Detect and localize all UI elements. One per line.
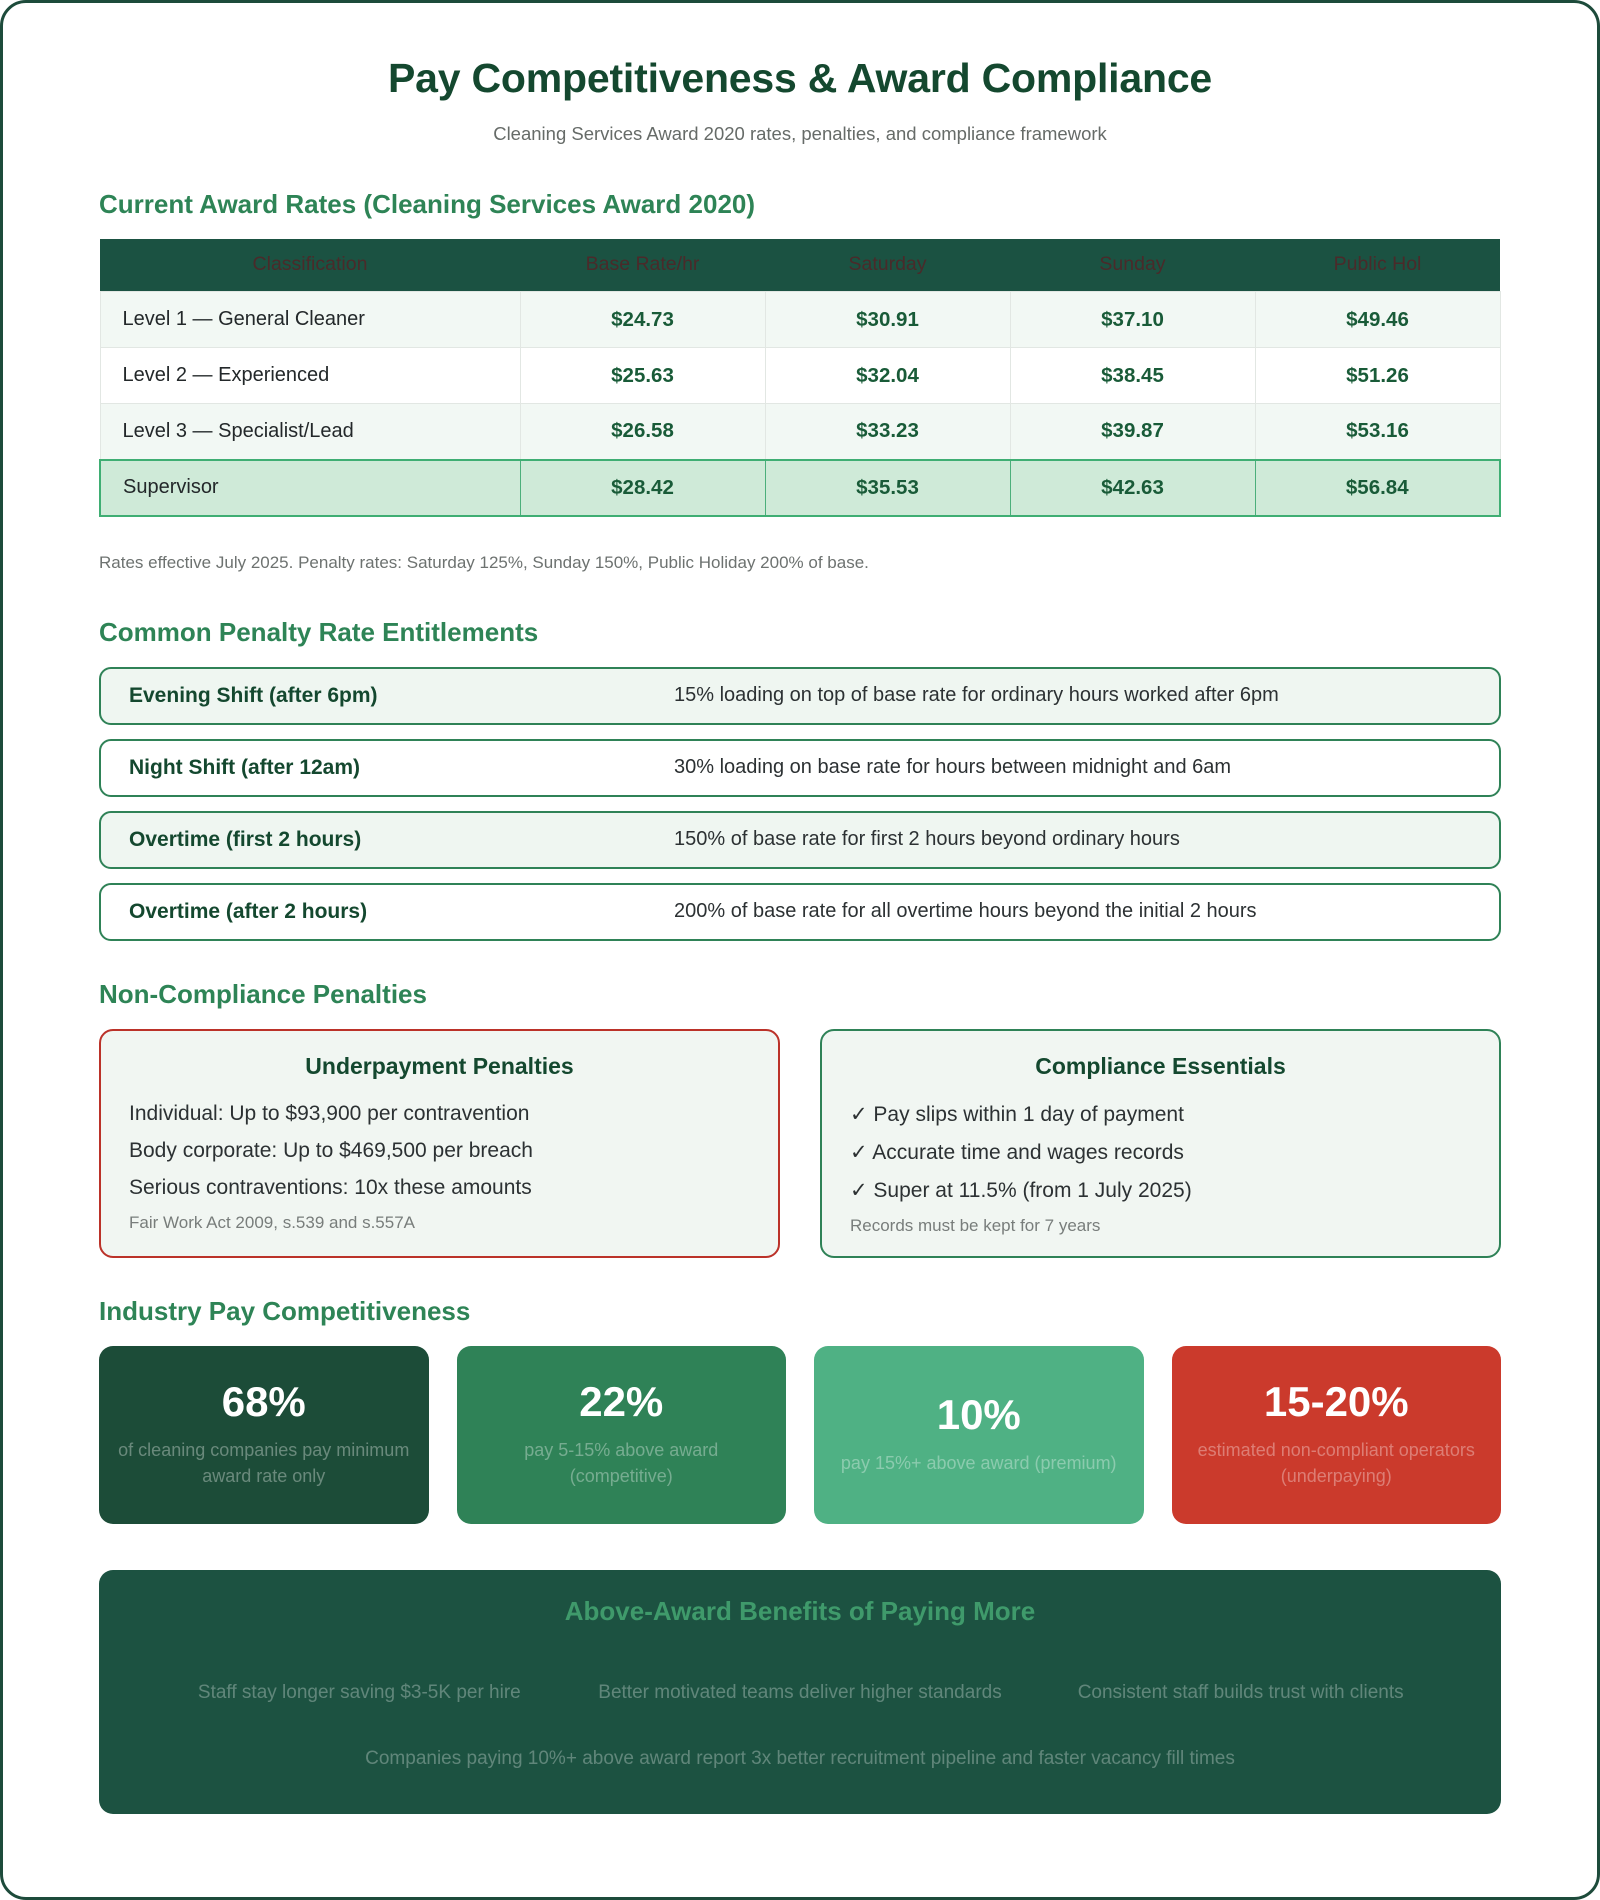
stat-label: pay 15%+ above award (premium) xyxy=(840,1452,1117,1473)
cell-base-rate: $28.42 xyxy=(520,460,765,516)
cell-saturday: $32.04 xyxy=(765,348,1010,404)
penalty-rate-list xyxy=(99,667,1501,941)
cell-sunday: $38.45 xyxy=(1010,348,1255,404)
benefit-column: Better motivated teams deliver higher standards xyxy=(598,1681,1002,1703)
card-title: Compliance Essentials xyxy=(1035,1052,1286,1079)
table-note: Rates effective July 2025. Penalty rates: Saturday 125%, Sunday 150%, Public Holiday 200% of base. xyxy=(99,552,869,572)
penalty-rate-name: Evening Shift (after 6pm) xyxy=(129,683,378,707)
stat-label: pay 5-15% above award (competitive) xyxy=(524,1440,719,1486)
column-header-public-hol: Public Hol xyxy=(1255,239,1500,292)
table-row xyxy=(100,292,1500,348)
stat-card xyxy=(1172,1346,1502,1524)
card-line: Body corporate: Up to $469,500 per breach xyxy=(129,1138,533,1162)
penalty-rate-name: Night Shift (after 12am) xyxy=(129,755,361,779)
penalty-rate-item xyxy=(99,739,1501,797)
cell-public-hol: $49.46 xyxy=(1255,292,1500,348)
compliance-essentials-card xyxy=(820,1029,1501,1258)
section-heading-penalty-rates: Common Penalty Rate Entitlements xyxy=(99,616,539,647)
cell-classification: Level 3 — Specialist/Lead xyxy=(100,404,520,460)
column-header-classification: Classification xyxy=(100,239,520,292)
page-subtitle: Cleaning Services Award 2020 rates, penalties, and compliance framework xyxy=(493,123,1107,144)
benefits-title: Above-Award Benefits of Paying More xyxy=(564,1595,1036,1626)
stat-label: estimated non-compliant operators (underpaying) xyxy=(1197,1440,1475,1486)
competitiveness-stat-cards xyxy=(99,1346,1501,1524)
stat-card xyxy=(99,1346,429,1524)
stat-value: 68% xyxy=(221,1377,306,1425)
stat-card xyxy=(457,1346,787,1524)
card-title: Underpayment Penalties xyxy=(305,1052,574,1079)
table-row xyxy=(100,404,1500,460)
penalty-rate-desc: 15% loading on top of base rate for ordinary hours worked after 6pm xyxy=(674,684,1279,706)
cell-base-rate: $24.73 xyxy=(520,292,765,348)
cell-saturday: $35.53 xyxy=(765,460,1010,516)
cell-public-hol: $51.26 xyxy=(1255,348,1500,404)
section-heading-competitiveness: Industry Pay Competitiveness xyxy=(99,1295,471,1326)
cell-base-rate: $26.58 xyxy=(520,404,765,460)
cell-sunday: $37.10 xyxy=(1010,292,1255,348)
penalty-rate-desc: 150% of base rate for first 2 hours beyond ordinary hours xyxy=(674,828,1180,850)
penalty-rate-item xyxy=(99,811,1501,869)
card-line-check: ✓ Pay slips within 1 day of payment xyxy=(850,1102,1184,1126)
card-line-check: ✓ Super at 11.5% (from 1 July 2025) xyxy=(850,1178,1192,1202)
cell-classification: Level 2 — Experienced xyxy=(100,348,520,404)
non-compliance-cards xyxy=(99,1029,1501,1258)
card-line: Serious contraventions: 10x these amounts xyxy=(129,1175,532,1199)
penalty-rate-desc: 30% loading on base rate for hours between midnight and 6am xyxy=(674,756,1232,778)
column-header-sunday: Sunday xyxy=(1010,239,1255,292)
above-award-benefits-panel xyxy=(99,1570,1501,1814)
cell-sunday: $42.63 xyxy=(1010,460,1255,516)
cell-public-hol: $56.84 xyxy=(1255,460,1500,516)
card-footnote: Records must be kept for 7 years xyxy=(850,1215,1101,1235)
penalty-rate-item xyxy=(99,667,1501,725)
cell-saturday: $33.23 xyxy=(765,404,1010,460)
cell-public-hol: $53.16 xyxy=(1255,404,1500,460)
cell-sunday: $39.87 xyxy=(1010,404,1255,460)
stat-value: 10% xyxy=(936,1390,1021,1438)
penalty-rate-desc: 200% of base rate for all overtime hours beyond the initial 2 hours xyxy=(674,900,1257,922)
stat-label: of cleaning companies pay minimum award rate only xyxy=(118,1440,410,1486)
penalty-rate-item xyxy=(99,883,1501,941)
benefits-footer: Companies paying 10%+ above award report 3x better recruitment pipeline and faster vacancy fill times xyxy=(365,1748,1235,1770)
benefit-column: Staff stay longer saving $3-5K per hire xyxy=(197,1681,521,1703)
stat-card xyxy=(814,1346,1144,1524)
benefits-columns xyxy=(139,1679,1461,1707)
cell-classification: Supervisor xyxy=(100,460,520,516)
card-line: Individual: Up to $93,900 per contravention xyxy=(129,1101,530,1125)
underpayment-penalties-card xyxy=(99,1029,780,1258)
penalty-rate-name: Overtime (first 2 hours) xyxy=(129,827,362,851)
table-header-row xyxy=(100,239,1500,292)
table-body xyxy=(100,292,1500,516)
cell-saturday: $30.91 xyxy=(765,292,1010,348)
section-heading-non-compliance: Non-Compliance Penalties xyxy=(99,978,427,1009)
benefit-column: Consistent staff builds trust with clients xyxy=(1077,1681,1404,1703)
cell-base-rate: $25.63 xyxy=(520,348,765,404)
card-line-check: ✓ Accurate time and wages records xyxy=(850,1140,1184,1164)
card-footnote: Fair Work Act 2009, s.539 and s.557A xyxy=(129,1212,416,1232)
penalty-rate-name: Overtime (after 2 hours) xyxy=(129,899,368,923)
table-row-highlighted xyxy=(100,460,1500,516)
table-row xyxy=(100,348,1500,404)
table-head xyxy=(100,239,1500,292)
section-heading-award-rates: Current Award Rates (Cleaning Services Award 2020) xyxy=(99,189,756,219)
stat-value: 22% xyxy=(579,1377,664,1425)
column-header-saturday: Saturday xyxy=(765,239,1010,292)
page-title: Pay Competitiveness & Award Compliance xyxy=(387,55,1213,101)
cell-classification: Level 1 — General Cleaner xyxy=(100,292,520,348)
stat-value: 15-20% xyxy=(1263,1377,1409,1425)
column-header-base-rate: Base Rate/hr xyxy=(520,239,765,292)
award-rates-table xyxy=(99,239,1501,517)
